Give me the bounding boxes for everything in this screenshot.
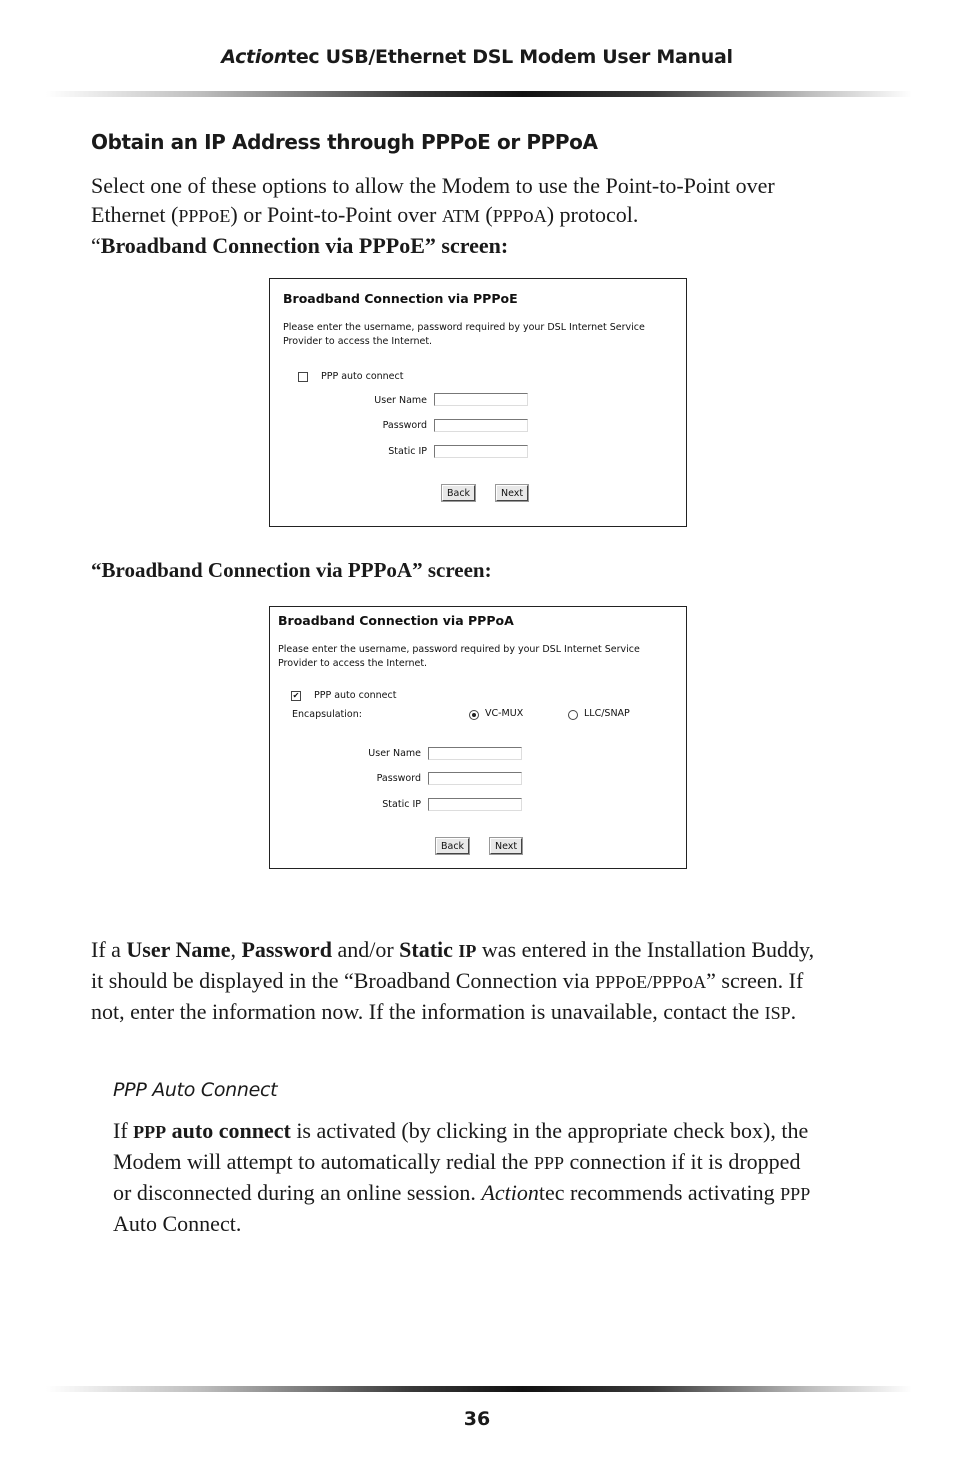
text-run: E bbox=[219, 206, 231, 226]
intro-line-1: Select one of these options to allow the Modem to use the Point-to-Point over bbox=[91, 173, 775, 198]
vc-mux-radio[interactable] bbox=[469, 710, 479, 720]
info-line-1 bbox=[91, 935, 891, 966]
text-run: ) protocol. bbox=[546, 202, 639, 227]
pppoa-screen-description: Please enter the username, password required by your DSL Internet Service Provider to access the Internet. bbox=[278, 644, 640, 669]
pppoe-static-ip-input[interactable] bbox=[434, 445, 528, 458]
text-run: and/or bbox=[331, 937, 400, 962]
footer-rule bbox=[46, 1386, 912, 1392]
text-run: Static bbox=[399, 937, 459, 962]
text-run: ISP bbox=[764, 1003, 791, 1023]
pppoa-static-ip-input[interactable] bbox=[428, 798, 522, 811]
pppoa-next-button[interactable]: Next bbox=[490, 838, 522, 854]
vc-mux-label: VC-MUX bbox=[485, 708, 524, 719]
text-run: User Name bbox=[126, 937, 231, 962]
pppoa-username-input[interactable] bbox=[428, 747, 522, 760]
pppoe-auto-connect-checkbox[interactable] bbox=[298, 372, 308, 382]
text-run: o bbox=[682, 968, 694, 993]
text-run: If a bbox=[91, 937, 127, 962]
text-run: is activated (by clicking in the appropriate check box), the bbox=[290, 1118, 809, 1143]
pppoe-screen-title: Broadband Connection via PPPoE bbox=[283, 291, 518, 306]
pppoe-username-input[interactable] bbox=[434, 393, 528, 406]
pppoa-password-input[interactable] bbox=[428, 772, 522, 785]
section-heading: Obtain an IP Address through PPPoE or PPPoA bbox=[91, 130, 598, 154]
text-run: PPP bbox=[780, 1184, 811, 1204]
text-run: auto connect bbox=[166, 1118, 291, 1143]
info-line-2 bbox=[91, 966, 891, 997]
text-run: IP bbox=[458, 941, 477, 961]
running-header bbox=[0, 46, 954, 68]
text-run: ( bbox=[479, 202, 493, 227]
text-run: ” screen. If bbox=[706, 968, 804, 993]
text-run: Action bbox=[481, 1180, 539, 1205]
text-run: A bbox=[533, 206, 547, 226]
pppoa-screen bbox=[269, 606, 687, 869]
intro-line-2 bbox=[91, 200, 871, 231]
auto-connect-line-2 bbox=[113, 1147, 903, 1178]
text-run: PPP bbox=[178, 206, 209, 226]
pppoe-screen-description: Please enter the username, password required by your DSL Internet Service Provider to access the Internet. bbox=[283, 322, 645, 347]
text-run: Password bbox=[241, 937, 332, 962]
text-run: it should be displayed in the “Broadband Connection via bbox=[91, 968, 596, 993]
encapsulation-label: Encapsulation: bbox=[292, 709, 362, 720]
pppoe-caption bbox=[91, 231, 871, 260]
pppoa-auto-connect-checkbox[interactable]: ✔ bbox=[292, 691, 300, 700]
subsection-heading: PPP Auto Connect bbox=[113, 1079, 278, 1101]
text-run: PPP bbox=[533, 1153, 564, 1173]
text-run: E/ bbox=[636, 972, 653, 992]
pppoe-back-button[interactable]: Back bbox=[442, 485, 475, 501]
text-run: o bbox=[625, 968, 637, 993]
text-run: o bbox=[522, 202, 534, 227]
text-run: connection if it is dropped bbox=[564, 1149, 801, 1174]
pppoa-password-label: Password bbox=[376, 773, 421, 784]
info-paragraph bbox=[91, 935, 891, 1028]
pppoe-next-button[interactable]: Next bbox=[496, 485, 528, 501]
intro-paragraph bbox=[91, 171, 871, 260]
brand-italic: Action bbox=[221, 46, 288, 68]
text-run: tec recommends activating bbox=[538, 1180, 781, 1205]
text-run: . bbox=[790, 999, 797, 1024]
pppoa-username-label: User Name bbox=[368, 748, 421, 759]
llc-snap-label: LLC/SNAP bbox=[584, 708, 630, 719]
llc-snap-radio[interactable] bbox=[568, 710, 578, 720]
text-run: PPP bbox=[492, 206, 523, 226]
auto-connect-line-4: Auto Connect. bbox=[113, 1211, 242, 1236]
pppoe-screen bbox=[269, 278, 687, 527]
text-run: PPP bbox=[595, 972, 626, 992]
pppoa-static-ip-label: Static IP bbox=[382, 799, 421, 810]
header-title: tec USB/Ethernet DSL Modem User Manual bbox=[287, 46, 733, 68]
text-run: ATM bbox=[441, 206, 480, 226]
page-number: 36 bbox=[463, 1408, 491, 1430]
header-rule bbox=[46, 91, 912, 97]
pppoe-username-label: User Name bbox=[374, 395, 427, 406]
text-run: PPP bbox=[652, 972, 683, 992]
auto-connect-line-3 bbox=[113, 1178, 903, 1209]
auto-connect-paragraph bbox=[113, 1116, 903, 1238]
pppoa-screen-title: Broadband Connection via PPPoA bbox=[278, 613, 514, 628]
auto-connect-line-1 bbox=[113, 1116, 903, 1147]
text-run: If bbox=[113, 1118, 134, 1143]
info-line-3 bbox=[91, 997, 891, 1028]
pppoe-password-input[interactable] bbox=[434, 419, 528, 432]
text-run: PPP bbox=[133, 1122, 167, 1142]
text-run: not, enter the information now. If the information is unavailable, contact the bbox=[91, 999, 765, 1024]
text-run: ) or Point-to-Point over bbox=[230, 202, 442, 227]
text-run: “ bbox=[91, 233, 101, 258]
text-run: , bbox=[230, 937, 242, 962]
pppoa-back-button[interactable]: Back bbox=[436, 838, 469, 854]
pppoe-password-label: Password bbox=[382, 420, 427, 431]
text-run: or disconnected during an online session. bbox=[113, 1180, 482, 1205]
text-run: was entered in the Installation Buddy, bbox=[476, 937, 815, 962]
pppoe-static-ip-label: Static IP bbox=[388, 446, 427, 457]
text-run: Ethernet ( bbox=[91, 202, 179, 227]
pppoa-auto-connect-label: PPP auto connect bbox=[314, 690, 397, 701]
text-run: A bbox=[693, 972, 707, 992]
pppoe-auto-connect-label: PPP auto connect bbox=[321, 371, 404, 382]
text-run: Modem will attempt to automatically redial the bbox=[113, 1149, 534, 1174]
pppoa-caption: “Broadband Connection via PPPoA” screen: bbox=[91, 558, 492, 582]
text-run: Broadband Connection via PPPoE” screen: bbox=[100, 233, 509, 258]
text-run: o bbox=[208, 202, 220, 227]
